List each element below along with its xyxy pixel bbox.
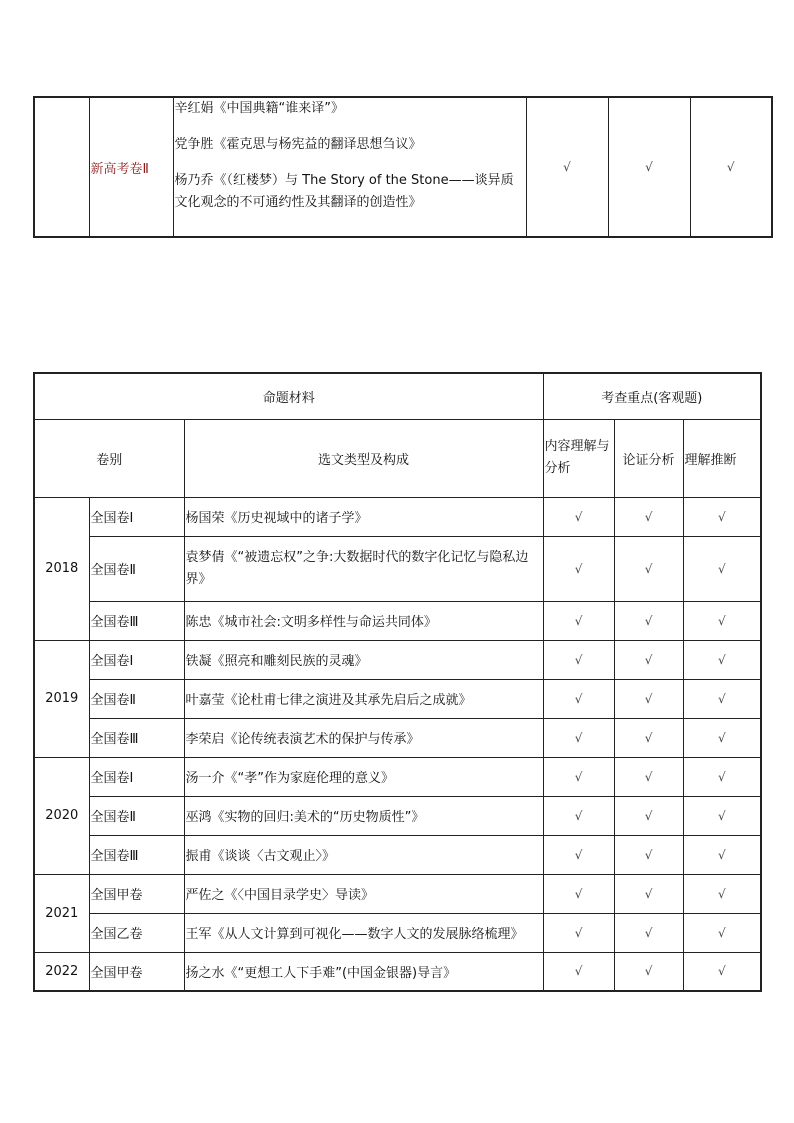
text-cell	[173, 97, 526, 237]
table-row	[34, 874, 761, 913]
text-line: 辛红娟《中国典籍“谁来译”》	[174, 101, 344, 116]
table-row	[34, 757, 761, 796]
table-row	[34, 796, 761, 835]
text-cell: 杨国荣《历史视域中的诸子学》	[184, 497, 543, 536]
text-type-header: 选文类型及构成	[184, 419, 543, 497]
table-row	[34, 913, 761, 952]
paper-cell: 全国卷Ⅰ	[89, 497, 184, 536]
text-cell: 王军《从人文计算到可视化——数字人文的发展脉络梳理》	[184, 913, 543, 952]
year-cell: 2018	[34, 497, 89, 640]
table-row	[34, 536, 761, 601]
paper-cell: 全国甲卷	[89, 874, 184, 913]
text-cell: 铁凝《照亮和雕刻民族的灵魂》	[184, 640, 543, 679]
check-mark: √	[683, 796, 761, 835]
check-mark: √	[543, 601, 614, 640]
check-mark: √	[543, 913, 614, 952]
material-header: 命题材料	[34, 373, 543, 419]
check-mark: √	[543, 757, 614, 796]
inference-header: 理解推断	[683, 419, 761, 497]
table-row	[34, 718, 761, 757]
check-mark: √	[526, 97, 608, 237]
check-mark: √	[683, 640, 761, 679]
paper-cell: 全国卷Ⅱ	[89, 679, 184, 718]
check-mark: √	[614, 913, 683, 952]
check-mark: √	[608, 97, 690, 237]
check-mark: √	[614, 835, 683, 874]
text-line: 党争胜《霍克思与杨宪益的翻译思想刍议》	[174, 137, 422, 152]
year-cell: 2020	[34, 757, 89, 874]
check-mark: √	[683, 679, 761, 718]
paper-cell: 全国乙卷	[89, 913, 184, 952]
check-mark: √	[614, 952, 683, 991]
year-cell: 2021	[34, 874, 89, 952]
paper-cell: 全国卷Ⅱ	[89, 796, 184, 835]
table-row	[34, 835, 761, 874]
main-table	[33, 372, 762, 992]
check-mark: √	[614, 679, 683, 718]
argument-analysis-header: 论证分析	[614, 419, 683, 497]
table-row	[34, 601, 761, 640]
check-mark: √	[683, 757, 761, 796]
text-cell: 严佐之《〈中国目录学史〉导读》	[184, 874, 543, 913]
text-cell: 李荣启《论传统表演艺术的保护与传承》	[184, 718, 543, 757]
paper-cell: 全国卷Ⅲ	[89, 718, 184, 757]
year-cell: 2022	[34, 952, 89, 991]
focus-header: 考查重点(客观题)	[543, 373, 761, 419]
table-row	[34, 679, 761, 718]
header-row	[34, 373, 761, 419]
paper-cell: 全国卷Ⅰ	[89, 757, 184, 796]
table-body	[34, 497, 761, 991]
check-mark: √	[683, 718, 761, 757]
check-mark: √	[543, 679, 614, 718]
content-analysis-header: 内容理解与分析	[543, 419, 614, 497]
check-mark: √	[683, 874, 761, 913]
table-row	[34, 97, 772, 237]
text-cell: 汤一介《“孝”作为家庭伦理的意义》	[184, 757, 543, 796]
paper-type-header: 卷别	[34, 419, 184, 497]
paper-cell: 全国卷Ⅰ	[89, 640, 184, 679]
paper-cell: 全国卷Ⅱ	[89, 536, 184, 601]
check-mark: √	[543, 497, 614, 536]
check-mark: √	[614, 640, 683, 679]
check-mark: √	[683, 536, 761, 601]
check-mark: √	[614, 796, 683, 835]
check-mark: √	[543, 640, 614, 679]
check-mark: √	[543, 835, 614, 874]
table-row	[34, 497, 761, 536]
check-mark: √	[543, 536, 614, 601]
blank-cell	[34, 97, 89, 237]
check-mark: √	[614, 536, 683, 601]
text-cell: 叶嘉莹《论杜甫七律之演进及其承先启后之成就》	[184, 679, 543, 718]
check-mark: √	[614, 874, 683, 913]
subheader-row	[34, 419, 761, 497]
check-mark: √	[614, 601, 683, 640]
check-mark: √	[683, 835, 761, 874]
check-mark: √	[543, 874, 614, 913]
top-table	[33, 96, 773, 238]
text-cell: 扬之水《“更想工人下手难”(中国金银器)导言》	[184, 952, 543, 991]
paper-cell: 全国卷Ⅲ	[89, 835, 184, 874]
check-mark: √	[543, 718, 614, 757]
check-mark: √	[614, 757, 683, 796]
text-cell: 袁梦倩《“被遗忘权”之争:大数据时代的数字化记忆与隐私边界》	[184, 536, 543, 601]
check-mark: √	[543, 796, 614, 835]
paper-cell: 新高考卷Ⅱ	[89, 97, 173, 237]
text-line: 杨乃乔《（红楼梦）与 The Story of the Stone——谈异质文化观念的不可通约性及其翻译的创造性》	[174, 173, 514, 210]
check-mark: √	[683, 497, 761, 536]
table-row	[34, 640, 761, 679]
check-mark: √	[690, 97, 772, 237]
paper-cell: 全国卷Ⅲ	[89, 601, 184, 640]
check-mark: √	[614, 718, 683, 757]
text-cell: 陈忠《城市社会:文明多样性与命运共同体》	[184, 601, 543, 640]
text-cell: 振甫《谈谈〈古文观止〉》	[184, 835, 543, 874]
check-mark: √	[614, 497, 683, 536]
table-row	[34, 952, 761, 991]
paper-cell: 全国甲卷	[89, 952, 184, 991]
check-mark: √	[683, 952, 761, 991]
text-cell: 巫鸿《实物的回归:美术的“历史物质性”》	[184, 796, 543, 835]
year-cell: 2019	[34, 640, 89, 757]
check-mark: √	[543, 952, 614, 991]
check-mark: √	[683, 601, 761, 640]
check-mark: √	[683, 913, 761, 952]
